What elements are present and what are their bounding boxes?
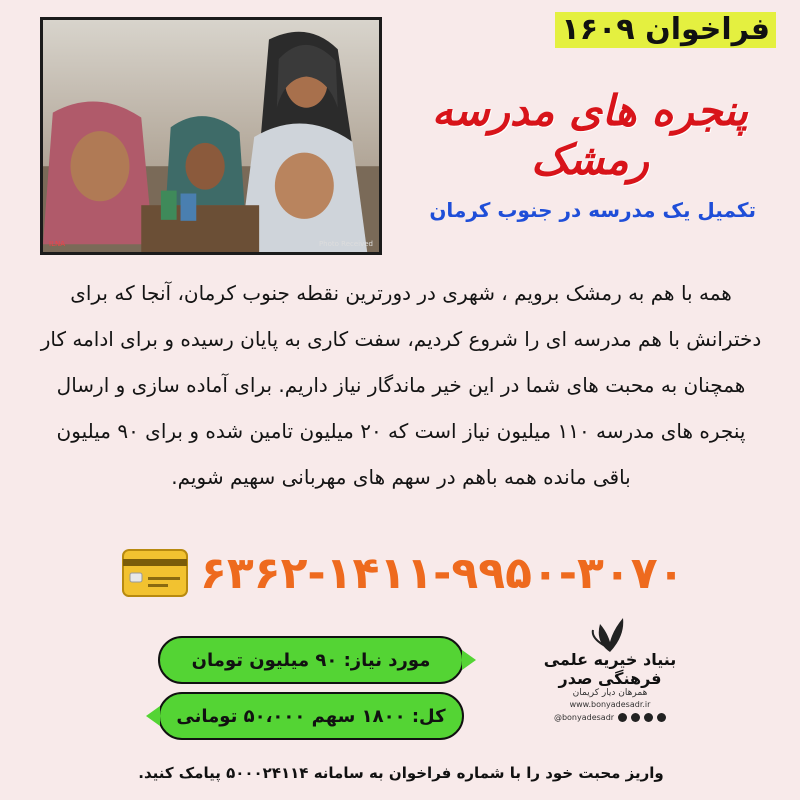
bank-card-number: ۶۳۶۲-۱۴۱۱-۹۹۵۰-۳۰۷۰ (200, 548, 685, 599)
instagram-icon (631, 713, 640, 722)
required-amount-badge (158, 636, 464, 684)
eitaa-icon (644, 713, 653, 722)
sms-instruction: واریز محبت خود را با شماره فراخوان به سامانه ۵۰۰۰۲۴۱۱۴ پیامک کنید. (138, 764, 664, 782)
required-amount-text: مورد نیاز: ۹۰ میلیون تومان (191, 649, 431, 671)
children-photo (40, 17, 382, 255)
organization-logo (515, 612, 705, 742)
organization-name: بنیاد خیریه علمی فرهنگی صدر (543, 650, 677, 688)
page-subtitle: تکمیل یک مدرسه در جنوب کرمان (429, 198, 756, 222)
bale-icon (657, 713, 666, 722)
total-shares-badge (158, 692, 464, 740)
social-row (515, 713, 705, 722)
telegram-icon (618, 713, 627, 722)
required-pill-tail (462, 650, 476, 670)
organization-tagline: همرهان دیار کریمان (572, 688, 648, 698)
organization-handle: @bonyadesadr (553, 713, 615, 722)
photo-source-tag: ILNA (49, 240, 65, 248)
organization-website: www.bonyadesadr.ir (569, 700, 651, 709)
call-number-badge: فراخوان ۱۶۰۹ (555, 12, 776, 48)
description-paragraph: همه با هم به رمشک برویم ، شهری در دورترین نقطه جنوب کرمان، آنجا که برای دخترانش با هم مدرسه ای را شروع کردیم، سفت کاری به پایان رسیده و برای ادامه کار همچنان به محبت های شما در این خیر ماندگار نیاز داریم. برای آماده سازی و ارسال پنجره های مدرسه ۱۱۰ میلیون نیاز است که ۲۰ میلیون تامین شده و برای ۹۰ میلیون باقی مانده همه باهم در سهم های مهربانی سهیم شویم. (40, 281, 762, 489)
total-pill-tail (146, 706, 160, 726)
photo-credit: Photo Received (318, 240, 373, 248)
page-title: پنجره های مدرسه رمشک (431, 86, 749, 184)
total-shares-text: کل: ۱۸۰۰ سهم ۵۰،۰۰۰ تومانی (176, 705, 446, 727)
credit-card-icon (122, 549, 188, 597)
